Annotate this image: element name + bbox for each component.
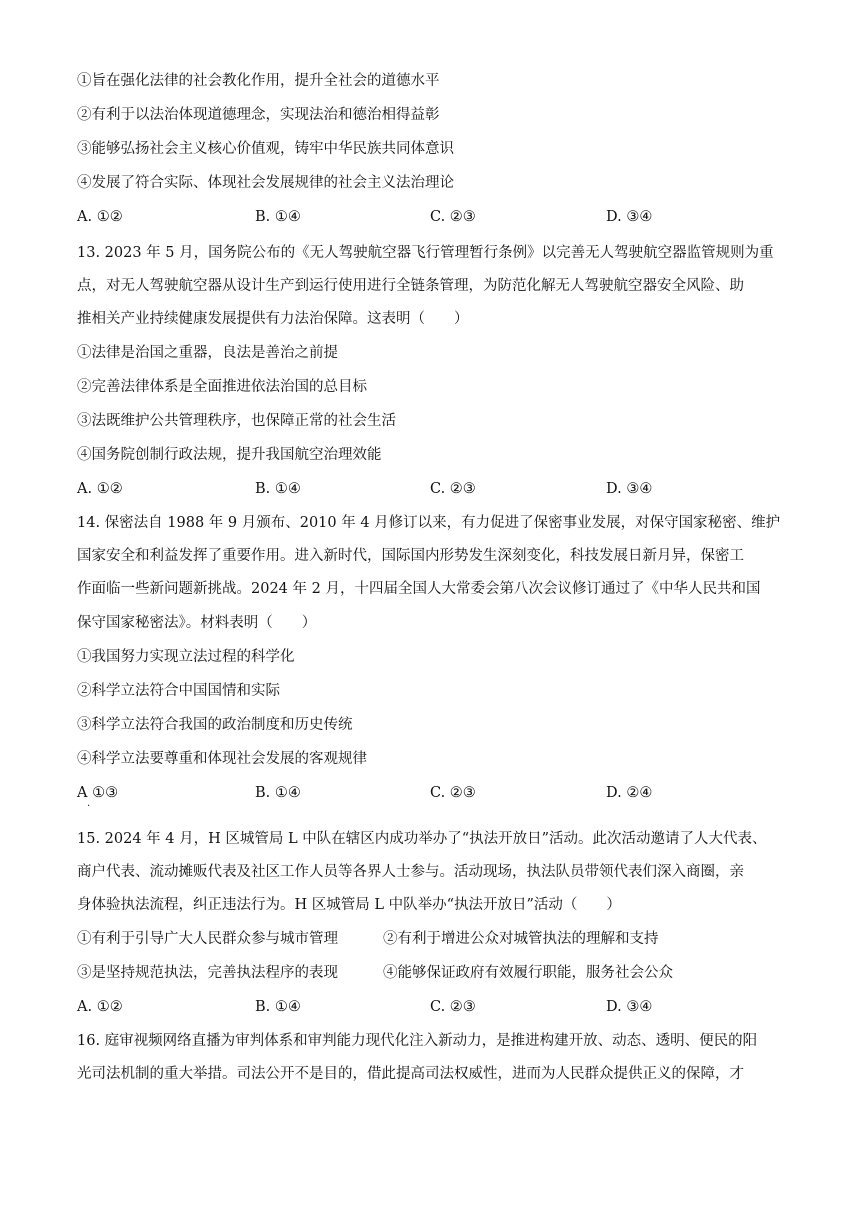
q15-statement-3: ③是坚持规范执法，完善执法程序的表现 — [77, 965, 338, 981]
q14-stem-line-2: 国家安全和利益发挥了重要作用。进入新时代，国际国内形势发生深刻变化，科技发展日新月异，保密工 — [77, 548, 744, 564]
q12-option-a: A. ①② — [77, 209, 123, 225]
q13-option-b: B. ①④ — [255, 481, 301, 497]
q13-option-c: C. ②③ — [430, 481, 476, 497]
q13-statement-1: ①法律是治国之重器，良法是善治之前提 — [77, 345, 338, 361]
q12-statement-4: ④发展了符合实际、体现社会发展规律的社会主义法治理论 — [77, 175, 454, 191]
q12-statement-3: ③能够弘扬社会主义核心价值观，铸牢中华民族共同体意识 — [77, 141, 454, 157]
q15-statement-4: ④能够保证政府有效履行职能，服务社会公众 — [383, 965, 673, 981]
q14-statement-3: ③科学立法符合我国的政治制度和历史传统 — [77, 717, 353, 733]
q14-option-b: B. ①④ — [255, 785, 301, 801]
q15-statement-1: ①有利于引导广大人民群众参与城市管理 — [77, 931, 338, 947]
q13-statement-2: ②完善法律体系是全面推进依法治国的总目标 — [77, 379, 367, 395]
q14-option-d: D. ②④ — [606, 785, 653, 801]
q12-option-d: D. ③④ — [606, 209, 653, 225]
stray-mark: . — [87, 798, 91, 809]
q13-stem-line-1: 13. 2023 年 5 月，国务院公布的《无人驾驶航空器飞行管理暂行条例》以完善无人驾驶航空器监管规则为重 — [77, 245, 774, 261]
q15-stem-line-1: 15. 2024 年 4 月，H 区城管局 L 中队在辖区内成功举办了“执法开放日”活动。此次活动邀请了人大代表、 — [77, 831, 767, 847]
q13-statement-4: ④国务院创制行政法规，提升我国航空治理效能 — [77, 447, 382, 463]
q13-option-a: A. ①② — [77, 481, 123, 497]
q15-option-a: A. ①② — [77, 999, 123, 1015]
q12-option-b: B. ①④ — [255, 209, 301, 225]
q15-stem-line-3: 身体验执法流程，纠正违法行为。H 区城管局 L 中队举办“执法开放日”活动（ ） — [77, 897, 621, 913]
q13-stem-line-2: 点，对无人驾驶航空器从设计生产到运行使用进行全链条管理，为防范化解无人驾驶航空器安全风险、助 — [77, 278, 744, 294]
q16-stem-line-2: 光司法机制的重大举措。司法公开不是目的，借此提高司法权威性，进而为人民群众提供正义的保障，才 — [77, 1066, 744, 1082]
q14-stem-line-4: 保守国家秘密法》。材料表明（ ） — [77, 615, 317, 631]
q12-statement-1: ①旨在强化法律的社会教化作用，提升全社会的道德水平 — [77, 73, 440, 89]
q14-stem-line-3: 作面临一些新问题新挑战。2024 年 2 月，十四届全国人大常委会第八次会议修订通过了《中华人民共和国 — [77, 581, 761, 597]
q15-statement-2: ②有利于增进公众对城管执法的理解和支持 — [383, 931, 659, 947]
q13-option-d: D. ③④ — [606, 481, 653, 497]
q15-option-d: D. ③④ — [606, 999, 653, 1015]
q14-statement-1: ①我国努力实现立法过程的科学化 — [77, 649, 295, 665]
q12-option-c: C. ②③ — [430, 209, 476, 225]
q15-stem-line-2: 商户代表、流动摊贩代表及社区工作人员等各界人士参与。活动现场，执法队员带领代表们深入商圈，亲 — [77, 864, 744, 880]
q13-stem-line-3: 推相关产业持续健康发展提供有力法治保障。这表明（ ） — [77, 311, 469, 327]
q14-statement-4: ④科学立法要尊重和体现社会发展的客观规律 — [77, 751, 367, 767]
q16-stem-line-1: 16. 庭审视频网络直播为审判体系和审判能力现代化注入新动力，是推进构建开放、动态、透明、便民的阳 — [77, 1033, 758, 1049]
q12-statement-2: ②有利于以法治体现道德理念，实现法治和德治相得益彰 — [77, 107, 440, 123]
q14-statement-2: ②科学立法符合中国国情和实际 — [77, 683, 280, 699]
q15-option-c: C. ②③ — [430, 999, 476, 1015]
q15-option-b: B. ①④ — [255, 999, 301, 1015]
q14-stem-line-1: 14. 保密法自 1988 年 9 月颁布、2010 年 4 月修订以来，有力促进了保密事业发展，对保守国家秘密、维护 — [77, 515, 781, 531]
q14-option-c: C. ②③ — [430, 785, 476, 801]
q13-statement-3: ③法既维护公共管理秩序，也保障正常的社会生活 — [77, 413, 396, 429]
q14-option-a: A ①③ — [77, 785, 119, 801]
